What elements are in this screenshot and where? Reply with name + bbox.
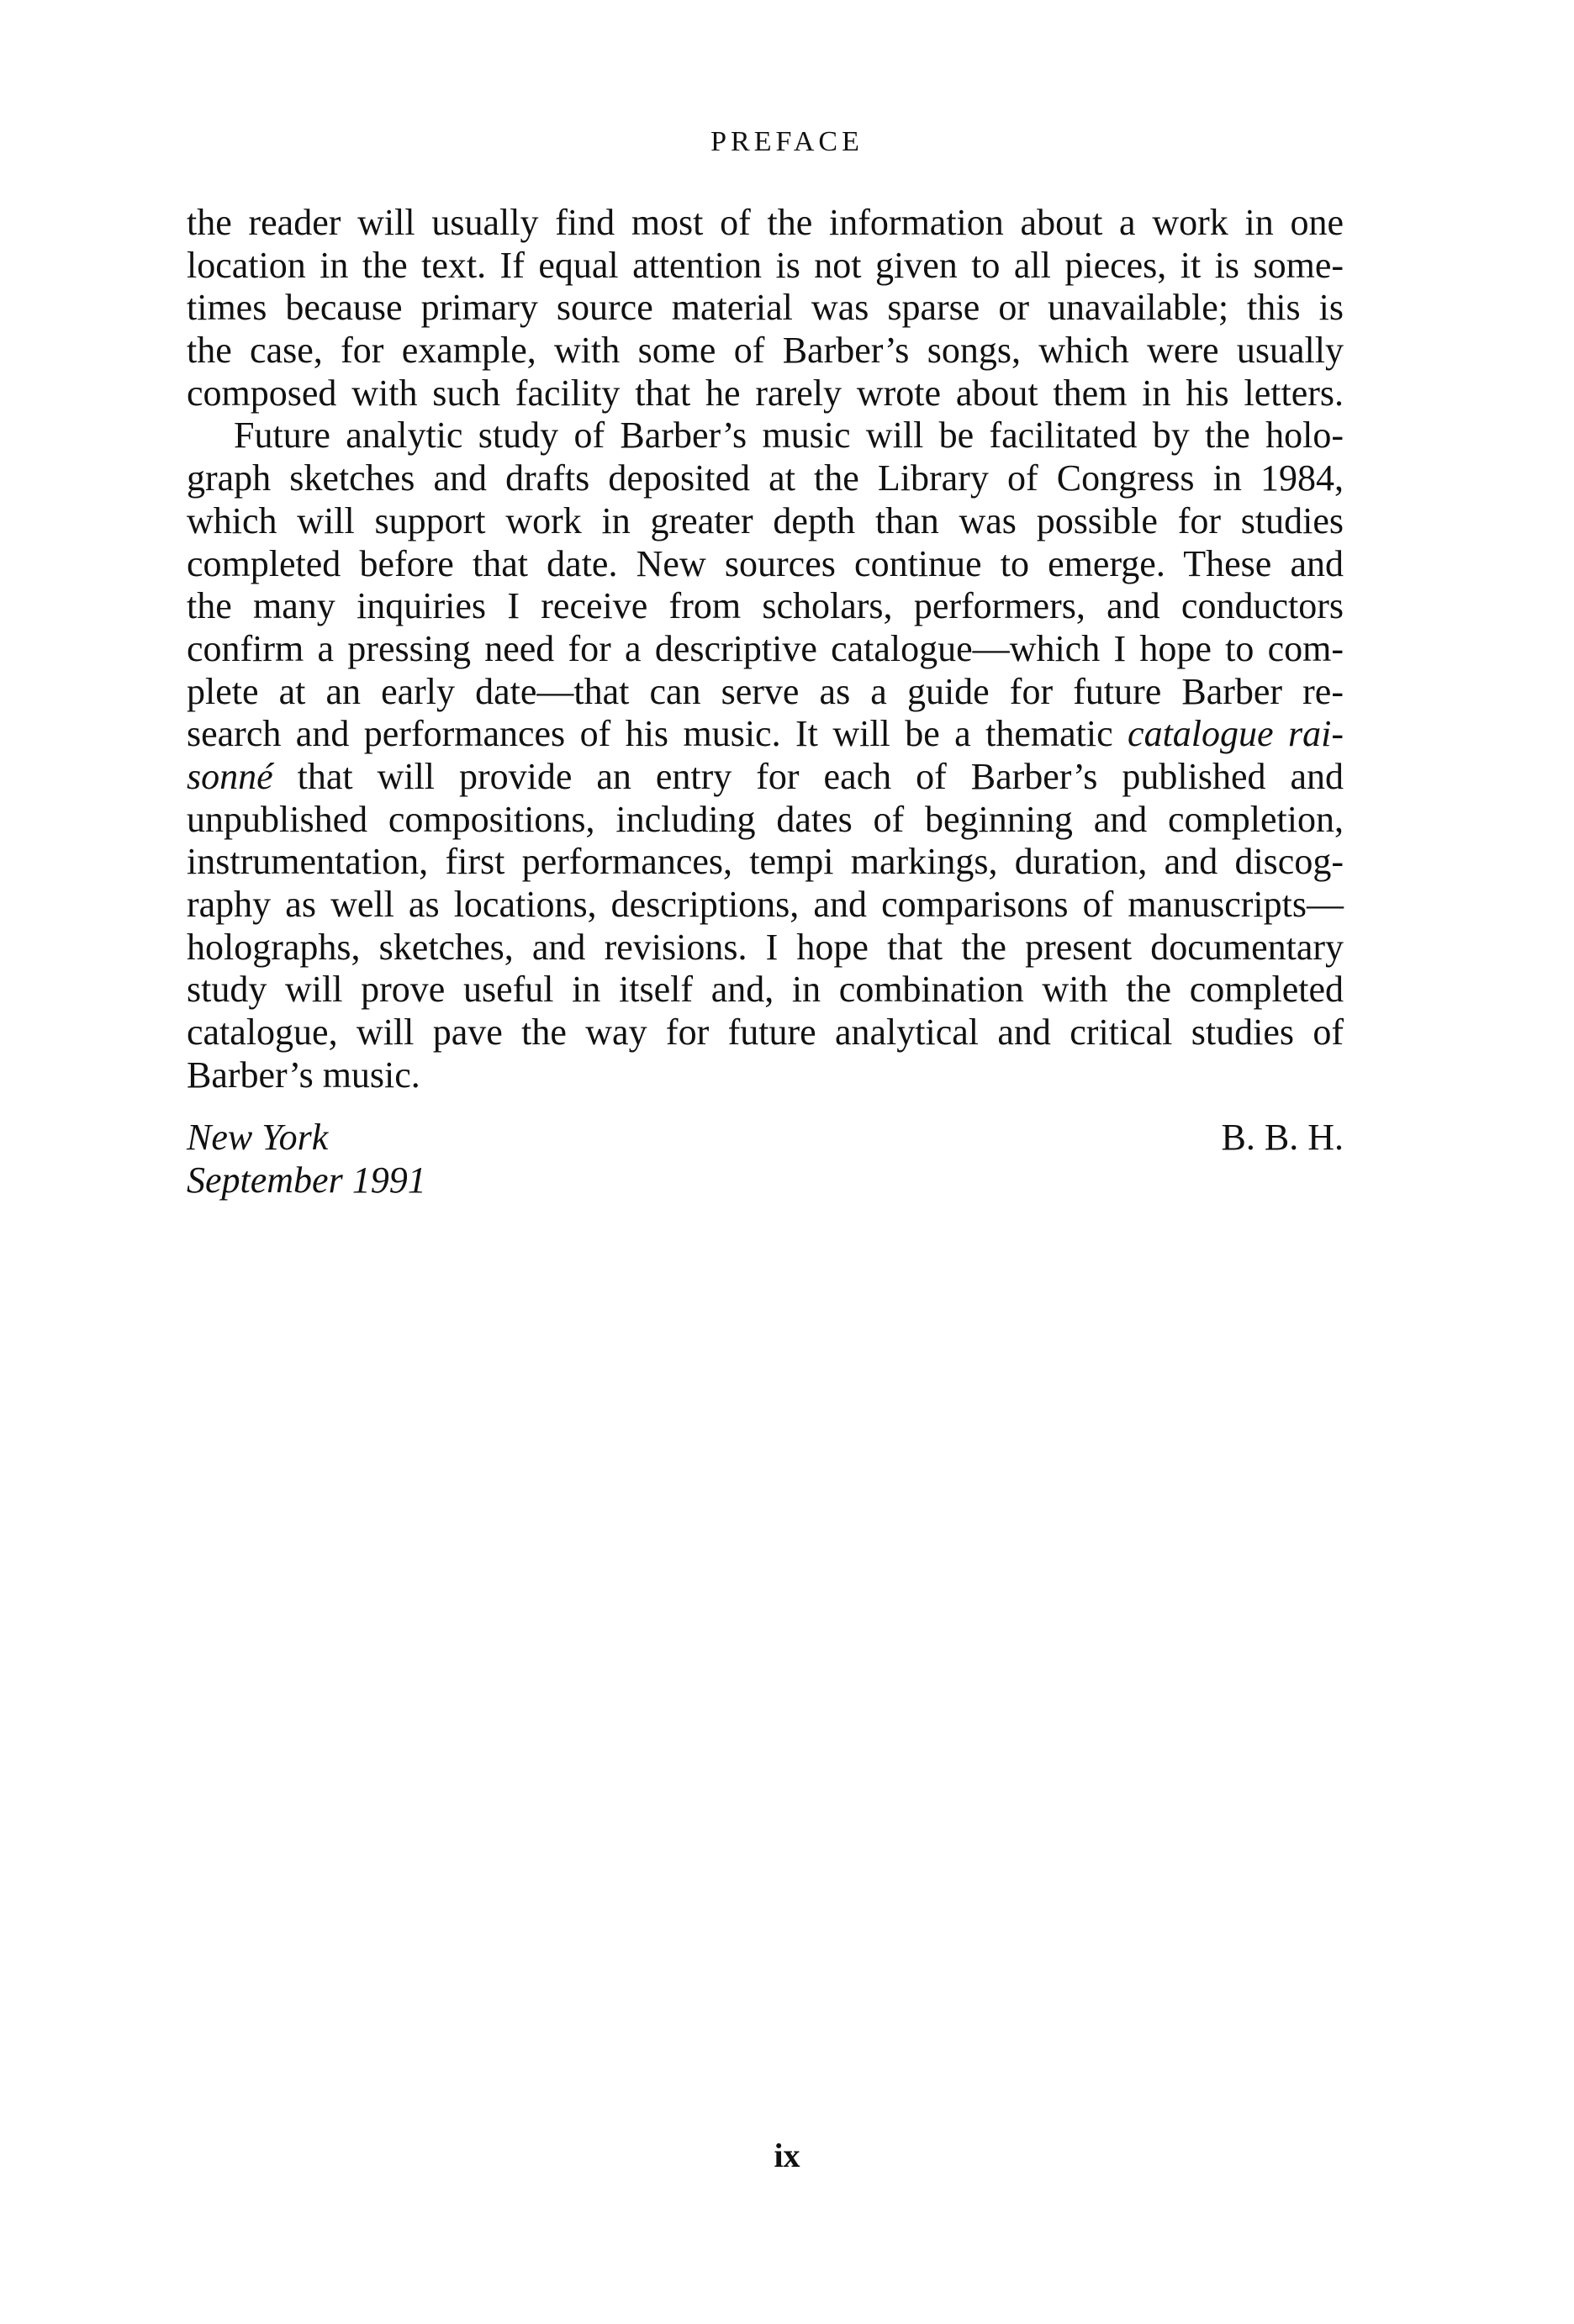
body-text (187, 202, 1344, 1096)
text-line-with-italic (187, 713, 1344, 756)
text-line: composed with such facility that he rarely wrote about them in his letters. (187, 372, 1344, 414)
author-initials: B. B. H. (1221, 1117, 1344, 1158)
text-line: Barber’s music. (187, 1054, 420, 1096)
signoff-date: September 1991 (187, 1159, 426, 1201)
text-line: plete at an early date—that can serve as a guide for future Barber re- (187, 670, 1344, 712)
text-line: holographs, sketches, and revisions. I hope that the present documentary (187, 926, 1344, 968)
text-line: confirm a pressing need for a descriptive catalogue—which I hope to com- (187, 627, 1344, 669)
text-line: the many inquiries I receive from scholars, performers, and conductors (187, 585, 1344, 627)
text-line: location in the text. If equal attention is not given to all pieces, it is some- (187, 244, 1344, 286)
signoff-place: New York (187, 1117, 329, 1158)
text-line: Future analytic study of Barber’s music will be facilitated by the holo- (234, 415, 1344, 457)
text-line: graph sketches and drafts deposited at the Library of Congress in 1984, (187, 457, 1344, 499)
text-segment: search and performances of his music. It will be a thematic (187, 713, 1128, 755)
italic-term: sonné (187, 755, 273, 797)
text-line: which will support work in greater depth than was possible for studies (187, 499, 1344, 541)
page-number: ix (774, 2136, 800, 2174)
text-line: catalogue, will pave the way for future analytical and critical studies of (187, 1011, 1344, 1054)
text-line: times because primary source material was sparse or unavailable; this is (187, 287, 1344, 329)
text-line: instrumentation, first performances, tempi markings, duration, and discog- (187, 841, 1344, 883)
text-line: study will prove useful in itself and, in combination with the completed (187, 969, 1344, 1011)
text-line: unpublished compositions, including dates of beginning and completion, (187, 798, 1344, 840)
text-line: the reader will usually find most of the information about a work in one (187, 202, 1344, 243)
text-line: raphy as well as locations, descriptions, and comparisons of manuscripts— (187, 884, 1344, 925)
text-line: the case, for example, with some of Barber’s songs, which were usually (187, 330, 1344, 372)
italic-term: catalogue rai- (1128, 713, 1344, 755)
signoff (187, 1117, 1344, 1209)
text-line: completed before that date. New sources continue to emerge. These and (187, 542, 1344, 584)
text-segment: that will provide an entry for each of Barber’s published and (272, 755, 1344, 797)
text-line-with-italic (187, 756, 1344, 799)
running-head: PREFACE (710, 126, 864, 157)
